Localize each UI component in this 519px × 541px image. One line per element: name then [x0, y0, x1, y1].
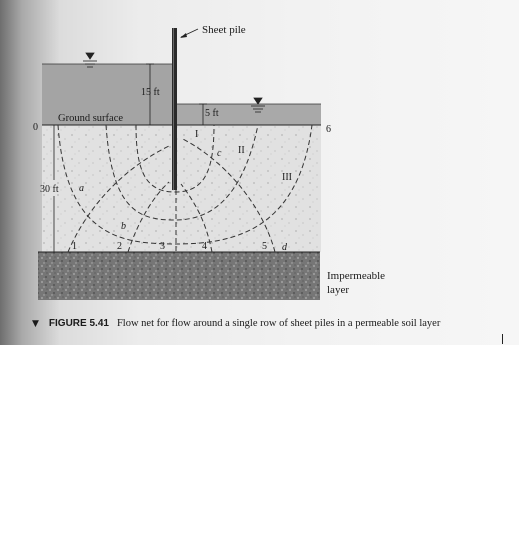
sheet-pile [172, 28, 177, 190]
text-cursor-icon [502, 334, 503, 344]
downstream-water [177, 104, 321, 125]
equipotential-number-2: 2 [117, 241, 122, 252]
figure-caption [32, 318, 512, 329]
flow-channel-III: III [282, 172, 292, 183]
boundary-number-6: 6 [326, 124, 331, 135]
flow-channel-I: I [195, 129, 199, 140]
point-a: a [79, 183, 84, 194]
impermeable-label-line-1: Impermeable [327, 270, 386, 282]
point-c: c [217, 148, 222, 159]
caption-triangle-icon: ▼ [32, 319, 39, 329]
point-d: d [282, 242, 287, 253]
downstream-head-label: 5 ft [205, 108, 219, 119]
depth-label: 30 ft [40, 184, 59, 195]
boundary-number-0: 0 [33, 122, 38, 133]
equipotential-number-1: 1 [72, 241, 77, 252]
sheet-pile-arrowhead [180, 33, 187, 38]
point-b: b [121, 221, 126, 232]
equipotential-number-4: 4 [202, 241, 207, 252]
ground-surface-label: Ground surface [58, 113, 124, 124]
upstream-head-label: 15 ft [141, 87, 160, 98]
equipotential-number-5: 5 [262, 241, 267, 252]
caption-text: Flow net for flow around a single row of sheet piles in a permeable soil layer [116, 318, 441, 329]
flow-channel-II: II [238, 145, 245, 156]
equipotential-number-3: 3 [160, 241, 165, 252]
impermeable-layer [38, 252, 320, 300]
impermeable-label-line-2: layer [327, 284, 349, 296]
sheet-pile-label: Sheet pile [202, 24, 246, 36]
figure-number: FIGURE 5.41 [48, 318, 109, 329]
